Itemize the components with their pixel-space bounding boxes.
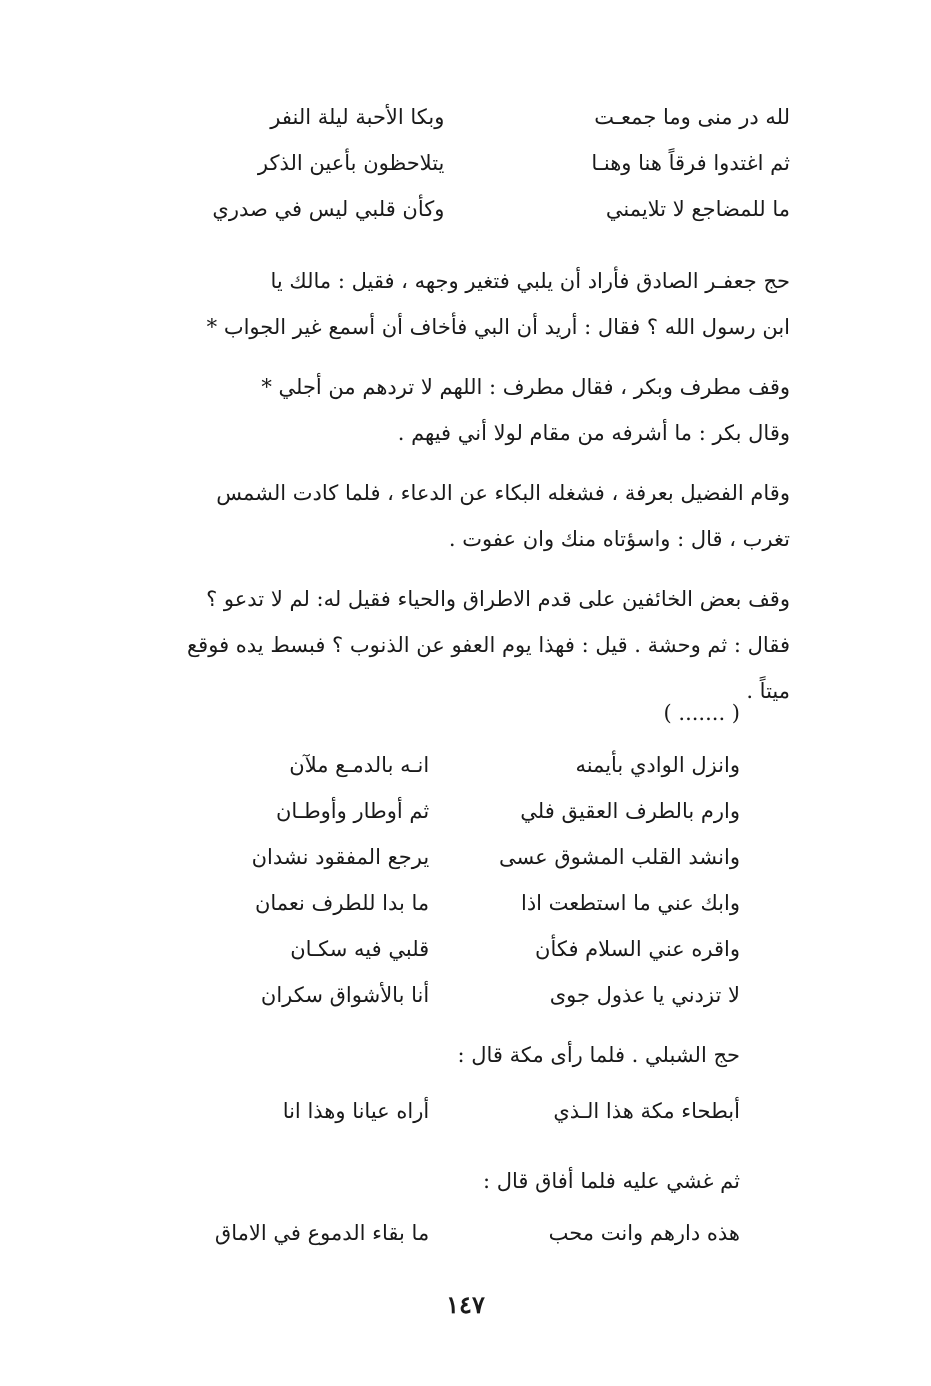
verse-second-hemistich: أنا بالأشواق سكران [260,983,430,1007]
verse-second-hemistich: انـه بالدمـع ملآن [289,753,430,777]
ellipsis-heading [150,690,790,736]
verse-line [185,834,740,880]
page-number: ١٤٧ [446,1290,485,1319]
final-verse [150,1210,790,1256]
paragraph-line: فقال : ثم وحشة . قيل : فهذا يوم العفو عن الذنوب ؟ فبسط يده فوقع [187,633,790,657]
verse-line [150,186,790,232]
verse-line [185,880,740,926]
intro-text: حج الشبلي . فلما رأى مكة قال : [457,1043,740,1067]
verse-line [150,94,790,140]
intro-text: ثم غشي عليه فلما أفاق قال : [482,1169,740,1193]
verse-second-hemistich: يرجع المفقود نشدان [251,845,430,869]
verse-first-hemistich: لا تزدني يا عذول جوى [549,983,740,1007]
heading-text: ( ....... ) [663,701,740,725]
verse-first-hemistich: واقره عني السلام فكأن [535,937,740,961]
verse-line [185,742,740,788]
verse-second-hemistich: يتلاحظون بأعين الذكر [257,151,445,175]
poem-opening [150,94,790,232]
verse-second-hemistich: أراه عيانا وهذا انا [282,1099,430,1123]
poem-second [150,742,790,1018]
paragraph-line: ميتاً . [746,679,790,703]
verse-second-hemistich: وبكا الأحبة ليلة النفر [270,105,445,129]
verse-line [150,140,790,186]
verse-line [185,1210,740,1256]
verse-first-hemistich: لله در منى وما جمعـت [594,105,790,129]
verse-line [185,788,740,834]
verse-line [185,1088,740,1134]
verse-first-hemistich: هذه دارهم وانت محب [548,1221,740,1245]
shibli-verse [150,1088,790,1134]
paragraph-line: وقف مطرف وبكر ، فقال مطرف : اللهم لا تردهم من أجلي * [261,375,790,399]
paragraph-line: وقام الفضيل بعرفة ، فشغله البكاء عن الدعاء ، فلما كادت الشمس [216,481,790,505]
verse-line [185,972,740,1018]
paragraph-line: وقف بعض الخائفين على قدم الاطراق والحياء فقيل له: لم لا تدعو ؟ [206,587,790,611]
verse-first-hemistich: وانشد القلب المشوق عسى [498,845,740,869]
faint-intro [150,1158,790,1204]
paragraph-line: تغرب ، قال : واسؤتاه منك وان عفوت . [448,527,790,551]
verse-first-hemistich: ثم اغتدوا فرقاً هنا وهنـا [591,151,790,175]
paragraph-line: ابن رسول الله ؟ فقال : أريد أن البي فأخاف أن أسمع غير الجواب * [206,315,790,339]
verse-second-hemistich: قلبي فيه سكـان [290,937,430,961]
verse-second-hemistich: ما بقاء الدموع في الاماق [214,1221,430,1245]
verse-second-hemistich: ثم أوطار وأوطـان [275,799,430,823]
verse-second-hemistich: ما بدا للطرف نعمان [254,891,430,915]
anecdotes [150,258,790,714]
verse-first-hemistich: وانزل الوادي بأيمنه [575,753,740,777]
shibli-intro [150,1032,790,1078]
verse-first-hemistich: وارم بالطرف العقيق فلي [520,799,740,823]
verse-second-hemistich: وكأن قلبي ليس في صدري [212,197,445,221]
verse-first-hemistich: وابك عني ما استطعت اذا [520,891,740,915]
paragraph-line: وقال بكر : ما أشرفه من مقام لولا أني فيهم . [397,421,790,445]
verse-first-hemistich: ما للمضاجع لا تلايمني [605,197,790,221]
verse-first-hemistich: أبطحاء مكة هذا الـذي [553,1099,740,1123]
verse-line [185,926,740,972]
paragraph-line: حج جعفـر الصادق فأراد أن يلبي فتغير وجهه ، فقيل : مالك يا [270,269,790,293]
